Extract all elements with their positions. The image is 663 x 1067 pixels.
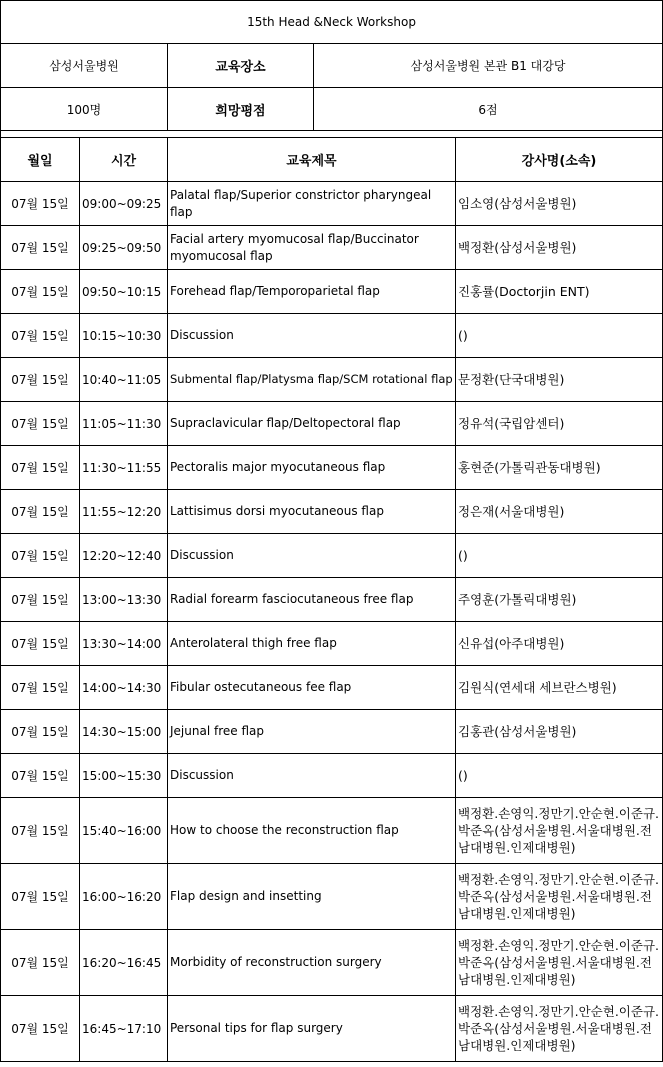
time-cell: 14:30~15:00 [80, 710, 168, 754]
time-cell: 14:00~14:30 [80, 666, 168, 710]
topic-cell: Morbidity of reconstruction surgery [168, 930, 456, 996]
speaker-cell: () [456, 754, 663, 798]
capacity-value: 100명 [1, 88, 168, 131]
table-row [1, 864, 663, 930]
table-row [1, 622, 663, 666]
table-row [1, 930, 663, 996]
schedule-table [0, 137, 663, 1062]
speaker-header: 강사명(소속) [456, 138, 663, 182]
header-table [0, 0, 663, 138]
date-cell: 07월 15일 [1, 358, 80, 402]
schedule-header-row [1, 138, 663, 182]
time-cell: 09:00~09:25 [80, 182, 168, 226]
topic-cell: Anterolateral thigh free flap [168, 622, 456, 666]
topic-cell: Discussion [168, 534, 456, 578]
time-cell: 09:50~10:15 [80, 270, 168, 314]
topic-cell: Pectoralis major myocutaneous flap [168, 446, 456, 490]
topic-cell: Palatal flap/Superior constrictor pharyngeal flap [168, 182, 456, 226]
date-cell: 07월 15일 [1, 270, 80, 314]
topic-cell: Discussion [168, 314, 456, 358]
table-row [1, 534, 663, 578]
speaker-cell: 김홍관(삼성서울병원) [456, 710, 663, 754]
date-cell: 07월 15일 [1, 490, 80, 534]
info-row-location [1, 44, 663, 88]
date-cell: 07월 15일 [1, 930, 80, 996]
time-cell: 10:40~11:05 [80, 358, 168, 402]
date-cell: 07월 15일 [1, 446, 80, 490]
topic-cell: Forehead flap/Temporoparietal flap [168, 270, 456, 314]
time-cell: 11:30~11:55 [80, 446, 168, 490]
speaker-cell: 백정환.손영익.정만기.안순현.이준규.박준옥(삼성서울병원.서울대병원.전남대병원.인제대병원) [456, 798, 663, 864]
table-row [1, 666, 663, 710]
time-cell: 10:15~10:30 [80, 314, 168, 358]
date-cell: 07월 15일 [1, 622, 80, 666]
time-cell: 13:00~13:30 [80, 578, 168, 622]
table-row [1, 358, 663, 402]
topic-cell: Facial artery myomucosal flap/Buccinator myomucosal flap [168, 226, 456, 270]
time-cell: 16:20~16:45 [80, 930, 168, 996]
speaker-cell: () [456, 534, 663, 578]
topic-header: 교육제목 [168, 138, 456, 182]
date-cell: 07월 15일 [1, 402, 80, 446]
table-row [1, 314, 663, 358]
topic-cell: Discussion [168, 754, 456, 798]
speaker-cell: 진홍률(Doctorjin ENT) [456, 270, 663, 314]
date-cell: 07월 15일 [1, 314, 80, 358]
date-cell: 07월 15일 [1, 182, 80, 226]
time-cell: 15:40~16:00 [80, 798, 168, 864]
score-label: 희망평점 [168, 88, 314, 131]
time-cell: 11:55~12:20 [80, 490, 168, 534]
table-row [1, 710, 663, 754]
table-row [1, 270, 663, 314]
date-cell: 07월 15일 [1, 996, 80, 1062]
speaker-cell: 백정환.손영익.정만기.안순현.이준규.박준옥(삼성서울병원.서울대병원.전남대병원.인제대병원) [456, 930, 663, 996]
workshop-title: 15th Head &Neck Workshop [1, 1, 663, 44]
topic-cell: Flap design and insetting [168, 864, 456, 930]
speaker-cell: 백정환(삼성서울병원) [456, 226, 663, 270]
date-cell: 07월 15일 [1, 798, 80, 864]
time-cell: 16:45~17:10 [80, 996, 168, 1062]
speaker-cell: 정은재(서울대병원) [456, 490, 663, 534]
time-cell: 12:20~12:40 [80, 534, 168, 578]
time-cell: 16:00~16:20 [80, 864, 168, 930]
speaker-cell: 백정환.손영익.정만기.안순현.이준규.박준옥(삼성서울병원.서울대병원.전남대병원.인제대병원) [456, 864, 663, 930]
location-label: 교육장소 [168, 44, 314, 88]
topic-cell: Fibular ostecutaneous fee flap [168, 666, 456, 710]
time-cell: 09:25~09:50 [80, 226, 168, 270]
time-cell: 15:00~15:30 [80, 754, 168, 798]
speaker-cell: 문정환(단국대병원) [456, 358, 663, 402]
table-row [1, 402, 663, 446]
table-row [1, 490, 663, 534]
speaker-cell: () [456, 314, 663, 358]
score-value: 6점 [314, 88, 663, 131]
topic-cell: Lattisimus dorsi myocutaneous flap [168, 490, 456, 534]
date-cell: 07월 15일 [1, 754, 80, 798]
topic-cell: Supraclavicular flap/Deltopectoral flap [168, 402, 456, 446]
time-cell: 13:30~14:00 [80, 622, 168, 666]
topic-cell: Personal tips for flap surgery [168, 996, 456, 1062]
date-cell: 07월 15일 [1, 578, 80, 622]
date-cell: 07월 15일 [1, 710, 80, 754]
date-header: 월일 [1, 138, 80, 182]
date-cell: 07월 15일 [1, 534, 80, 578]
topic-cell: Radial forearm fasciocutaneous free flap [168, 578, 456, 622]
table-row [1, 182, 663, 226]
speaker-cell: 홍현준(가톨릭관동대병원) [456, 446, 663, 490]
time-cell: 11:05~11:30 [80, 402, 168, 446]
title-row [1, 1, 663, 44]
info-row-score [1, 88, 663, 131]
table-row [1, 798, 663, 864]
table-row [1, 226, 663, 270]
table-row [1, 578, 663, 622]
topic-cell: How to choose the reconstruction flap [168, 798, 456, 864]
speaker-cell: 주영훈(가톨릭대병원) [456, 578, 663, 622]
topic-cell: Jejunal free flap [168, 710, 456, 754]
speaker-cell: 임소영(삼성서울병원) [456, 182, 663, 226]
time-header: 시간 [80, 138, 168, 182]
table-row [1, 754, 663, 798]
topic-cell: Submental flap/Platysma flap/SCM rotational flap [168, 358, 456, 402]
location-value: 삼성서울병원 본관 B1 대강당 [314, 44, 663, 88]
speaker-cell: 신유섭(아주대병원) [456, 622, 663, 666]
speaker-cell: 정유석(국립암센터) [456, 402, 663, 446]
speaker-cell: 백정환.손영익.정만기.안순현.이준규.박준옥(삼성서울병원.서울대병원.전남대병원.인제대병원) [456, 996, 663, 1062]
table-row [1, 996, 663, 1062]
date-cell: 07월 15일 [1, 666, 80, 710]
speaker-cell: 김원식(연세대 세브란스병원) [456, 666, 663, 710]
date-cell: 07월 15일 [1, 226, 80, 270]
table-row [1, 446, 663, 490]
date-cell: 07월 15일 [1, 864, 80, 930]
hospital-name: 삼성서울병원 [1, 44, 168, 88]
